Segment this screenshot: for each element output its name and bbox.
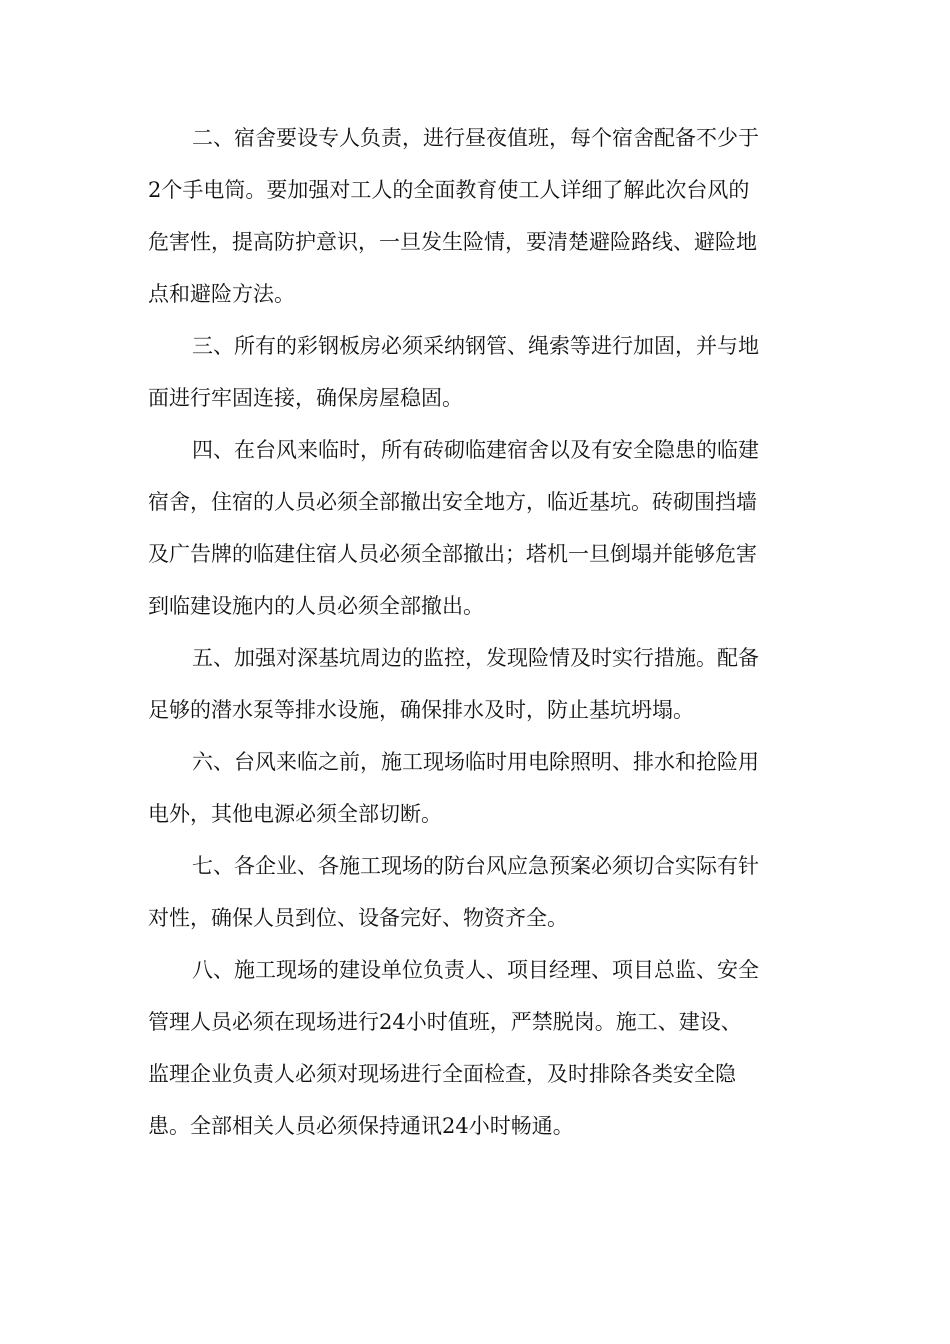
paragraph-line: 电外，其他电源必须全部切断。 xyxy=(148,802,442,826)
paragraph-line: 七、各企业、各施工现场的防台风应急预案必须切合实际有针 xyxy=(192,854,759,878)
paragraph-line: 三、所有的彩钢板房必须采纳钢管、绳索等进行加固，并与地 xyxy=(192,334,759,358)
paragraph-4 xyxy=(148,424,800,632)
paragraph-3 xyxy=(148,320,800,424)
paragraph-5 xyxy=(148,632,800,736)
paragraph-line: 到临建设施内的人员必须全部撤出。 xyxy=(148,594,484,618)
paragraph-line: 足够的潜水泵等排水设施，确保排水及时，防止基坑坍塌。 xyxy=(148,698,694,722)
paragraph-line: 二、宿舍要设专人负责，进行昼夜值班，每个宿舍配备不少于 xyxy=(192,126,759,150)
paragraph-line: 对性，确保人员到位、设备完好、物资齐全。 xyxy=(148,906,568,930)
paragraph-line: 面进行牢固连接，确保房屋稳固。 xyxy=(148,386,463,410)
paragraph-line: 点和避险方法。 xyxy=(148,282,295,306)
paragraph-6 xyxy=(148,736,800,840)
paragraph-line: 监理企业负责人必须对现场进行全面检查，及时排除各类安全隐 xyxy=(148,1062,736,1086)
paragraph-2 xyxy=(148,112,800,320)
paragraph-line: 五、加强对深基坑周边的监控，发现险情及时实行措施。配备 xyxy=(192,646,759,670)
paragraph-line: 危害性，提高防护意识，一旦发生险情，要清楚避险路线、避险地 xyxy=(148,230,757,254)
paragraph-line: 六、台风来临之前，施工现场临时用电除照明、排水和抢险用 xyxy=(192,750,759,774)
paragraph-line: 患。全部相关人员必须保持通讯24小时畅通。 xyxy=(148,1114,574,1138)
paragraph-line: 2个手电筒。要加强对工人的全面教育使工人详细了解此次台风的 xyxy=(148,178,750,202)
paragraph-line: 管理人员必须在现场进行24小时值班，严禁脱岗。施工、建设、 xyxy=(148,1010,742,1034)
paragraph-7 xyxy=(148,840,800,944)
paragraph-line: 八、施工现场的建设单位负责人、项目经理、项目总监、安全 xyxy=(192,958,759,982)
paragraph-line: 四、在台风来临时，所有砖砌临建宿舍以及有安全隐患的临建 xyxy=(192,438,759,462)
paragraph-8 xyxy=(148,944,800,1152)
paragraph-line: 宿舍，住宿的人员必须全部撤出安全地方，临近基坑。砖砌围挡墙 xyxy=(148,490,757,514)
document-body xyxy=(148,112,800,1152)
paragraph-line: 及广告牌的临建住宿人员必须全部撤出；塔机一旦倒塌并能够危害 xyxy=(148,542,757,566)
